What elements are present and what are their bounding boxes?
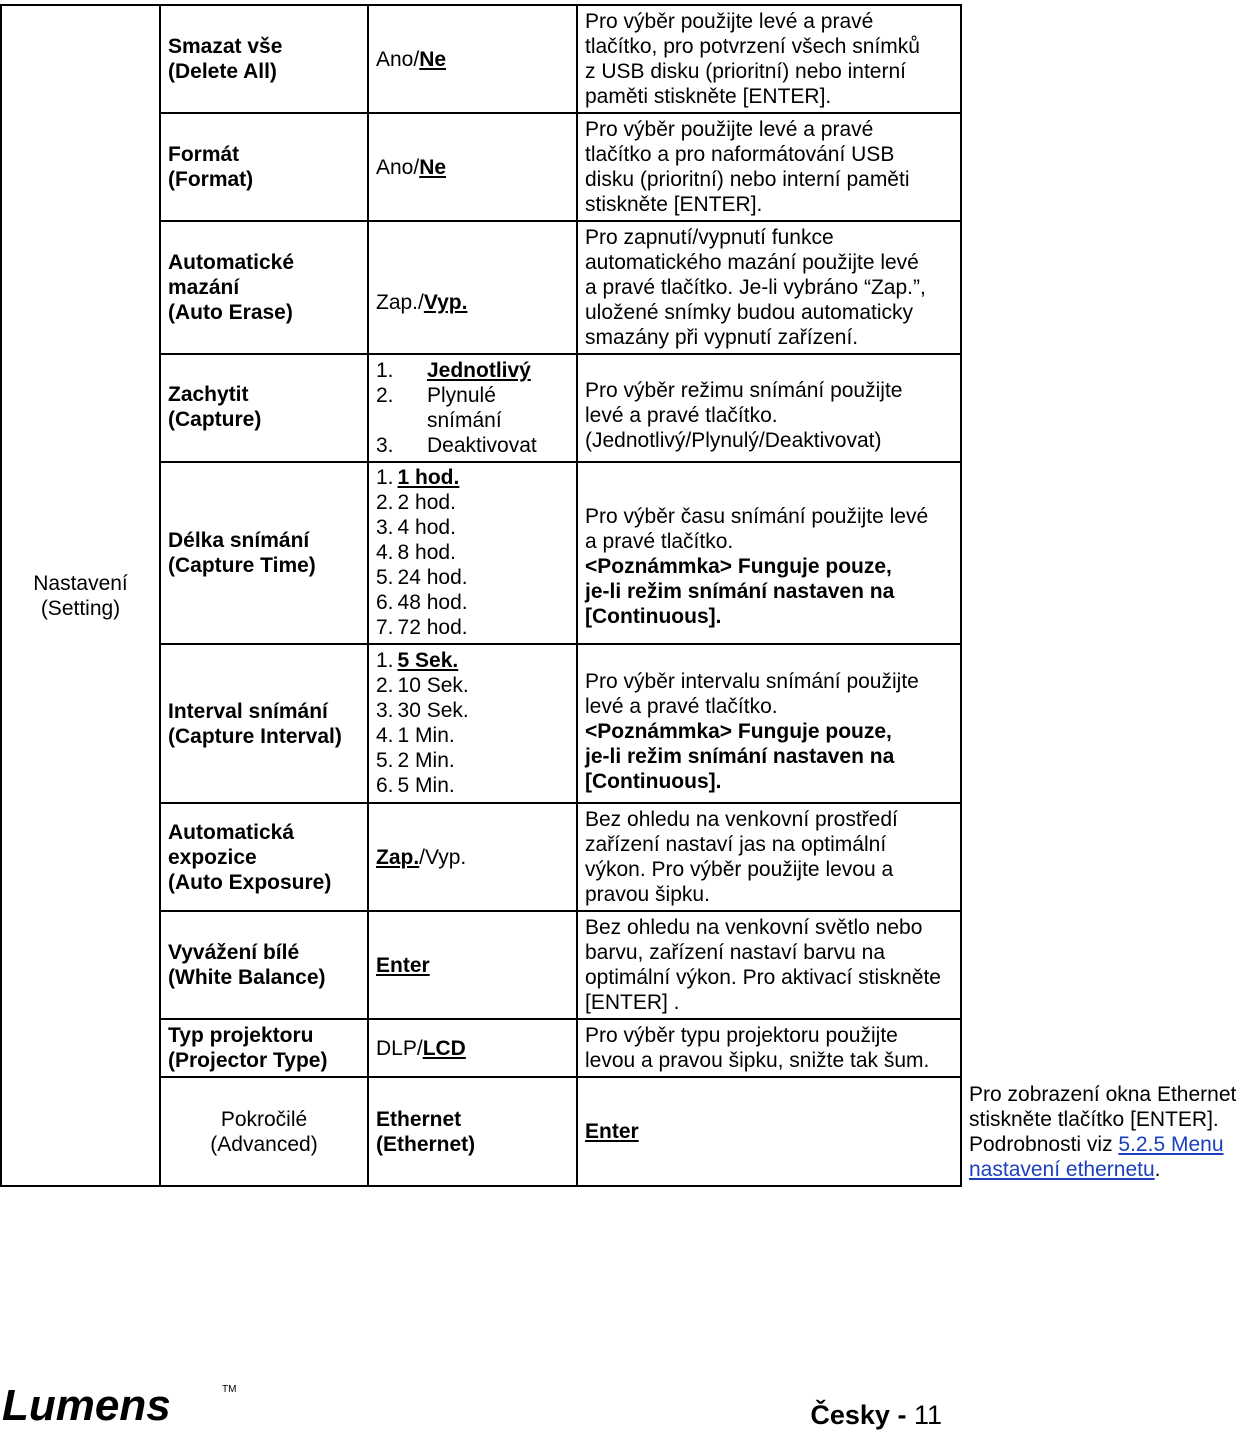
lumens-logo	[0, 1378, 250, 1428]
item-value-capture-time	[368, 462, 577, 644]
capture-interval-options	[376, 648, 569, 798]
logo-wordmark: Lumens	[2, 1381, 171, 1430]
item-desc-capture: Pro výběr režimu snímání použijte levé a pravé tlačítko. (Jednotlivý/Plynulý/Deaktivovat)	[577, 354, 961, 462]
item-value-ethernet: Enter	[577, 1077, 961, 1186]
footer-language: Česky	[810, 1400, 890, 1430]
capture-mode-options	[376, 358, 569, 458]
page-number: 11	[913, 1400, 942, 1430]
item-name-delete-all: Smazat vše (Delete All)	[160, 5, 368, 113]
option-item: 2. Plynulé	[376, 384, 496, 407]
option-item: 4. 1 Min.	[376, 724, 455, 747]
item-value-projector-type: DLP/LCD	[368, 1019, 577, 1077]
option-item: 5. 24 hod.	[376, 566, 468, 589]
item-name-capture: Zachytit (Capture)	[160, 354, 368, 462]
item-value-auto-erase: Zap./Vyp.	[368, 221, 577, 354]
item-value-format: Ano/Ne	[368, 113, 577, 221]
lumens-logo-graphic	[0, 1378, 250, 1428]
footer-separator: -	[897, 1400, 907, 1430]
category-advanced: Pokročilé (Advanced)	[160, 1077, 368, 1186]
capture-time-options	[376, 465, 569, 640]
item-value-capture	[368, 354, 577, 462]
item-name-format: Formát (Format)	[160, 113, 368, 221]
option-item: 1. 1 hod.	[376, 466, 460, 489]
option-item: 5. 2 Min.	[376, 749, 455, 772]
option-item: 1. 5 Sek.	[376, 649, 459, 672]
option-item: 1. Jednotlivý	[376, 359, 531, 382]
option-item: 6. 48 hod.	[376, 591, 468, 614]
item-name-auto-erase: Automatické mazání (Auto Erase)	[160, 221, 368, 354]
category-setting: Nastavení (Setting)	[1, 5, 160, 1186]
item-desc-auto-exposure: Bez ohledu na venkovní prostředí zařízení nastaví jas na optimální výkon. Pro výběr použijte levou a pravou šipku.	[577, 803, 961, 911]
item-name-auto-exposure: Automatická expozice (Auto Exposure)	[160, 803, 368, 911]
item-name-white-balance: Vyvážení bílé (White Balance)	[160, 911, 368, 1019]
item-desc-white-balance: Bez ohledu na venkovní světlo nebo barvu, zařízení nastaví barvu na optimální výkon. Pro aktivací stiskněte [ENTER] .	[577, 911, 961, 1019]
option-item: 2. 10 Sek.	[376, 674, 469, 697]
ethernet-settings-link[interactable]: 5.2.5 Menu	[1118, 1132, 1224, 1156]
settings-menu-table	[0, 4, 1236, 1187]
option-item: 7. 72 hod.	[376, 616, 468, 639]
table-row	[1, 5, 961, 113]
item-name-capture-interval: Interval snímání (Capture Interval)	[160, 644, 368, 803]
item-value-capture-interval	[368, 644, 577, 803]
table-row: Pokročilé (Advanced) Ethernet (Ethernet) Enter Pro zobrazení okna Ethernet stiskněte tlačítko [ENTER]. Podrobnosti viz 5.2.5 Menu nastavení ethernetu.	[1, 1077, 961, 1186]
item-desc-capture-time: Pro výběr času snímání použijte levé a pravé tlačítko. <Poznámmka> Funguje pouze, je-li režim snímání nastaven na [Continuous].	[577, 462, 961, 644]
item-desc-auto-erase: Pro zapnutí/vypnutí funkce automatického mazání použijte levé a pravé tlačítko. Je-li vybráno “Zap.”, uložené snímky budou automaticky smazány při vypnutí zařízení.	[577, 221, 961, 354]
item-desc-format: Pro výběr použijte levé a pravé tlačítko a pro naformátování USB disku (prioritní) nebo interní paměti stiskněte [ENTER].	[577, 113, 961, 221]
option-item: 6. 5 Min.	[376, 774, 455, 797]
item-name-projector-type: Typ projektoru (Projector Type)	[160, 1019, 368, 1077]
item-desc-capture-interval: Pro výběr intervalu snímání použijte levé a pravé tlačítko. <Poznámmka> Funguje pouze, je-li režim snímání nastaven na [Continuous].	[577, 644, 961, 803]
option-item: 3. Deaktivovat	[376, 434, 537, 457]
option-item: 3. 30 Sek.	[376, 699, 469, 722]
item-value-white-balance: Enter	[368, 911, 577, 1019]
item-value-auto-exposure: Zap./Vyp.	[368, 803, 577, 911]
item-value-delete-all: Ano/Ne	[368, 5, 577, 113]
item-desc-projector-type: Pro výběr typu projektoru použijte levou a pravou šipku, snižte tak šum.	[577, 1019, 961, 1077]
ethernet-settings-link-continued[interactable]: nastavení ethernetu	[969, 1157, 1155, 1181]
option-item: 4. 8 hod.	[376, 541, 456, 564]
option-item: snímání	[427, 409, 502, 432]
option-item: 3. 4 hod.	[376, 516, 456, 539]
trademark-mark: TM	[222, 1384, 237, 1395]
item-desc-delete-all: Pro výběr použijte levé a pravé tlačítko, pro potvrzení všech snímků z USB disku (prioritní) nebo interní paměti stiskněte [ENTER].	[577, 5, 961, 113]
page-footer	[810, 1400, 942, 1431]
option-item: 2. 2 hod.	[376, 491, 456, 514]
item-name-ethernet: Ethernet (Ethernet)	[368, 1077, 577, 1186]
item-name-capture-time: Délka snímání (Capture Time)	[160, 462, 368, 644]
